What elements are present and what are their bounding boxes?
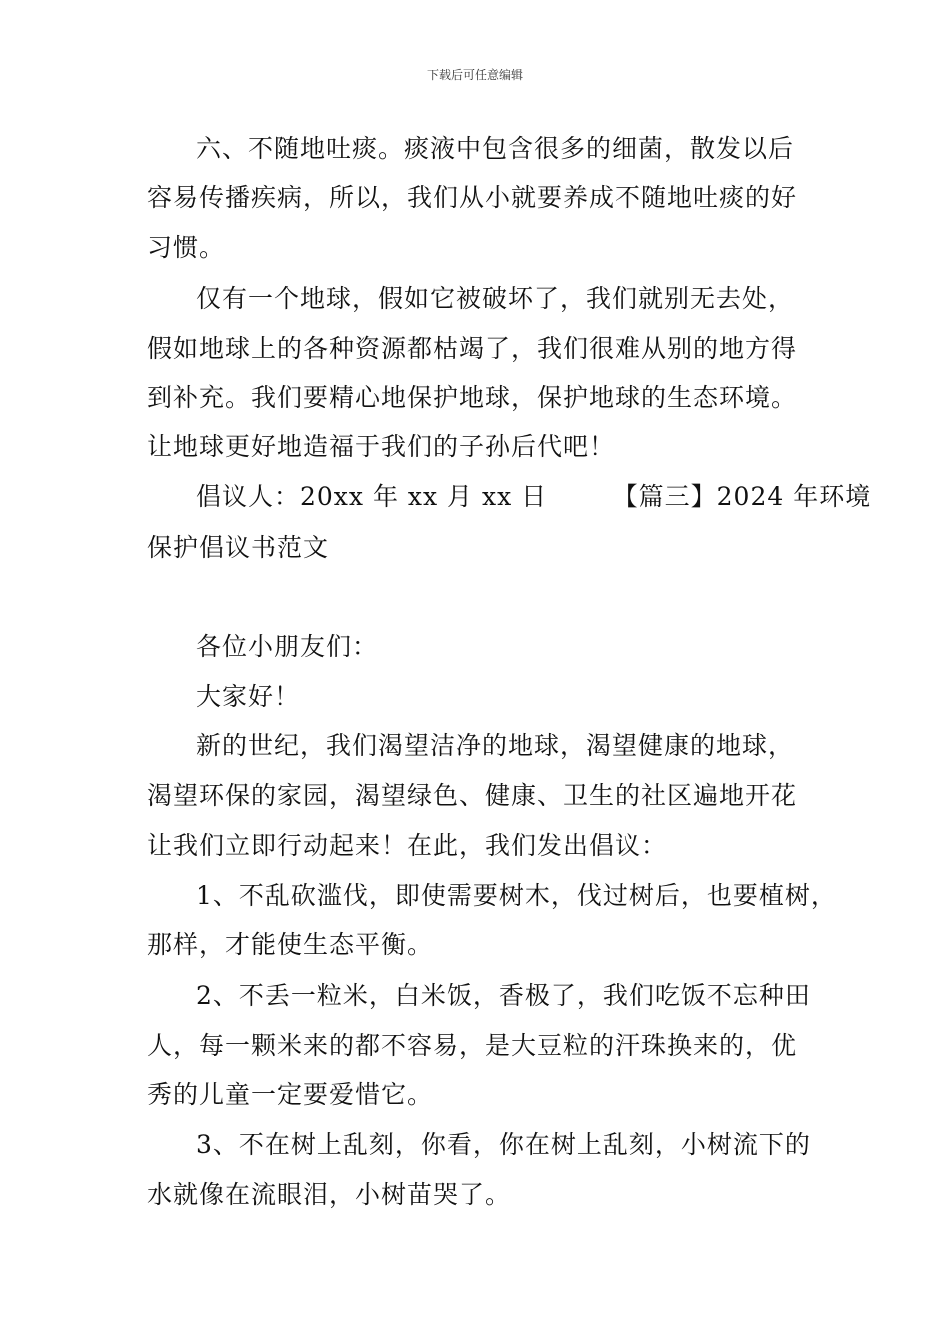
paragraph-line: 2、不丢一粒米，白米饭，香极了，我们吃饭不忘种田 <box>196 981 811 1010</box>
paragraph-line: 那样，才能使生态平衡。 <box>147 930 434 959</box>
paragraph-line: 新的世纪，我们渴望洁净的地球，渴望健康的地球， <box>196 731 795 760</box>
paragraph-line: 人，每一颗米来的都不容易，是大豆粒的汗珠换来的，优 <box>147 1031 798 1060</box>
paragraph-line: 水就像在流眼泪，小树苗哭了。 <box>147 1180 512 1209</box>
paragraph-line: 渴望环保的家园，渴望绿色、健康、卫生的社区遍地开花 <box>147 781 798 810</box>
paragraph-line: 各位小朋友们： <box>196 632 379 661</box>
paragraph-line: 3、不在树上乱刻，你看，你在树上乱刻，小树流下的 <box>196 1130 811 1159</box>
paragraph-line: 容易传播疾病，所以，我们从小就要养成不随地吐痰的好 <box>147 183 798 212</box>
paragraph-line: 假如地球上的各种资源都枯竭了，我们很难从别的地方得 <box>147 334 798 363</box>
paragraph-line: 让地球更好地造福于我们的子孙后代吧！ <box>147 432 616 461</box>
page-header: 下载后可任意编辑 <box>426 68 523 82</box>
paragraph-line: 到补充。我们要精心地保护地球，保护地球的生态环境。 <box>147 383 798 412</box>
paragraph-line: 1、不乱砍滥伐，即使需要树木，伐过树后，也要植树， <box>196 881 837 910</box>
paragraph-line: 让我们立即行动起来！在此，我们发出倡议： <box>147 831 668 860</box>
paragraph-line: 秀的儿童一定要爱惜它。 <box>147 1080 434 1109</box>
paragraph-line: 倡议人：20xx 年 xx 月 xx 日 【篇三】2024 年环境 <box>196 482 872 511</box>
paragraph-line: 六、不随地吐痰。痰液中包含很多的细菌，散发以后 <box>196 134 795 163</box>
paragraph-line: 仅有一个地球，假如它被破坏了，我们就别无去处， <box>196 284 795 313</box>
paragraph-line: 大家好！ <box>196 682 301 711</box>
paragraph-line: 习惯。 <box>147 233 226 262</box>
paragraph-line: 保护倡议书范文 <box>147 533 330 562</box>
